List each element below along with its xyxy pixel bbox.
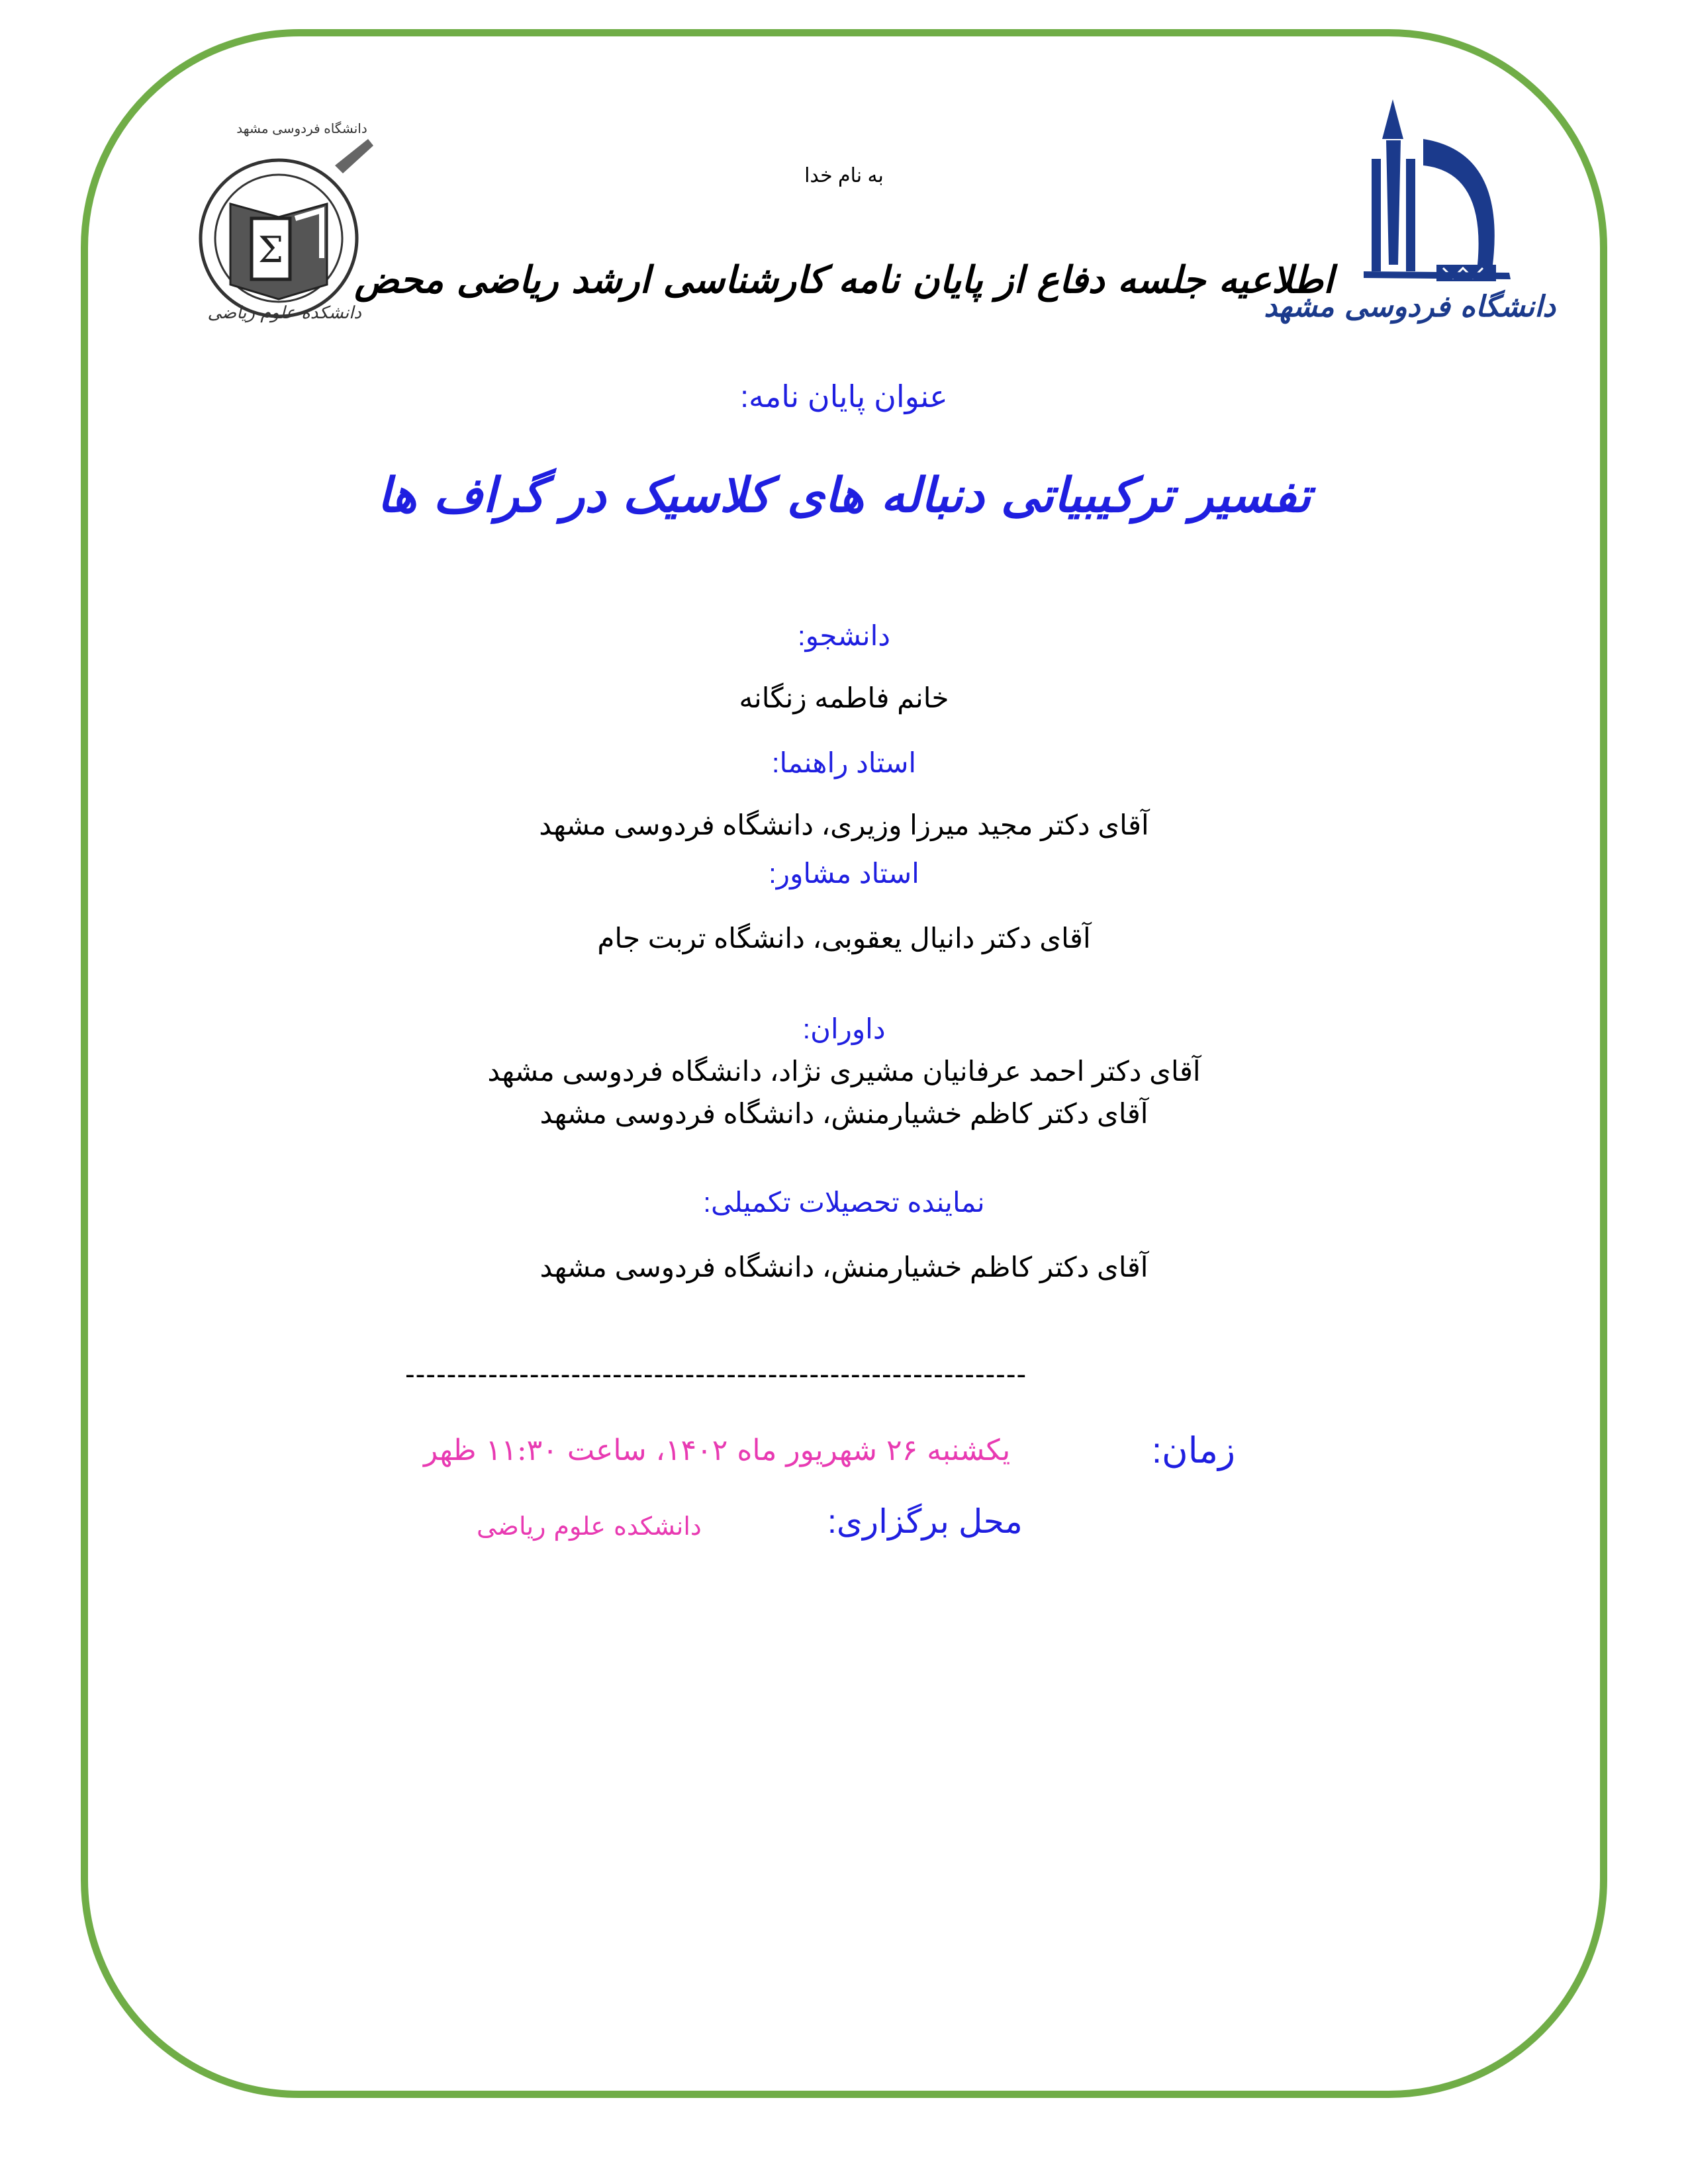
venue-label: محل برگزاری: — [827, 1503, 1023, 1540]
student-label: دانشجو: — [797, 620, 890, 651]
divider-line: ------------------------------------------------------------ — [405, 1358, 1027, 1390]
university-logo — [1264, 99, 1556, 351]
announcement-title: اطلاعیه جلسه دفاع از پایان نامه کارشناسی ارشد ریاضی محض — [354, 258, 1334, 302]
advisor-name: آقای دکتر دانیال یعقوبی، دانشگاه تربت جام — [597, 923, 1091, 954]
referee-name: آقای دکتر کاظم خشیارمنش، دانشگاه فردوسی مشهد — [539, 1098, 1149, 1129]
faculty-logo-caption: دانشکده علوم ریاضی — [207, 303, 361, 323]
referees-label: داوران: — [802, 1013, 886, 1044]
basmala: به نام خدا — [804, 165, 884, 187]
venue-value: دانشکده علوم ریاضی — [477, 1512, 702, 1541]
university-logo-caption: دانشگاه فردوسی مشهد — [1264, 290, 1556, 324]
student-name: خانم فاطمه زنگانه — [739, 682, 949, 713]
time-value: یکشنبه ۲۶ شهریور ماه ۱۴۰۲، ساعت ۱۱:۳۰ ظهر — [424, 1433, 1011, 1467]
supervisor-name: آقای دکتر مجید میرزا وزیری، دانشگاه فردوسی مشهد — [539, 809, 1149, 841]
thesis-title: تفسیر ترکیبیاتی دنباله های کلاسیک در گراف ها — [377, 467, 1311, 523]
supervisor-label: استاد راهنما: — [771, 747, 917, 778]
faculty-logo-top-text: دانشگاه فردوسی مشهد — [236, 122, 367, 136]
advisor-label: استاد مشاور: — [769, 858, 919, 889]
graduate-rep-name: آقای دکتر کاظم خشیارمنش، دانشگاه فردوسی مشهد — [539, 1251, 1149, 1283]
graduate-rep-label: نماینده تحصیلات تکمیلی: — [703, 1187, 985, 1218]
thesis-title-label: عنوان پایان نامه: — [740, 379, 948, 414]
faculty-logo — [196, 122, 381, 351]
referee-name: آقای دکتر احمد عرفانیان مشیری نژاد، دانشگاه فردوسی مشهد — [487, 1056, 1201, 1087]
time-label: زمان: — [1152, 1431, 1236, 1471]
svg-text:Σ: Σ — [258, 229, 284, 271]
